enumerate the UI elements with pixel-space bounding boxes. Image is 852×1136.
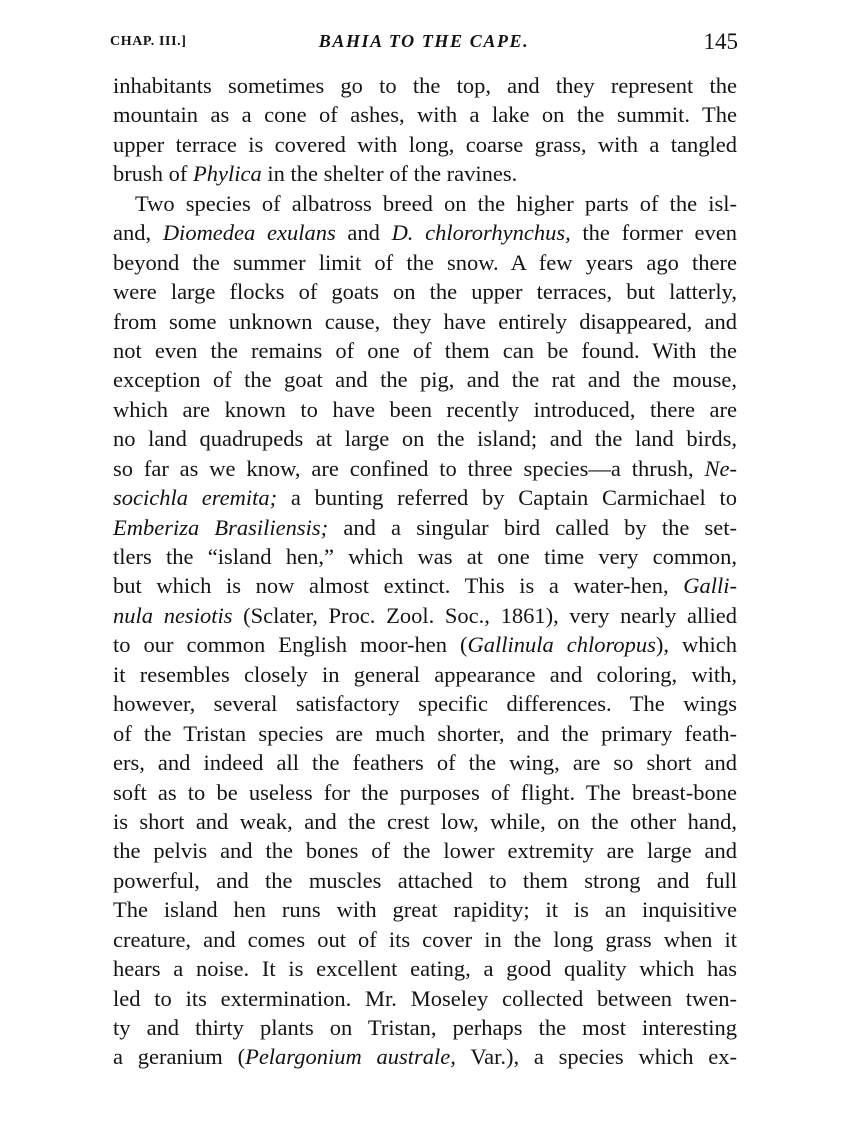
text-run: it resembles closely in general appearance and coloring, with,: [113, 661, 737, 687]
text-line: [113, 189, 737, 218]
text-run: is short and weak, and the crest low, while, on the other hand,: [113, 808, 737, 834]
italic-text: Phylica: [193, 161, 262, 187]
text-run: the pelvis and the bones of the lower extremity are large and: [113, 838, 737, 864]
text-run: ers, and indeed all the feathers of the wing, are so short and: [113, 750, 737, 776]
text-line: [113, 571, 737, 600]
text-run: ), which: [655, 632, 737, 658]
text-line: [113, 895, 737, 924]
text-run: were large flocks of goats on the upper terraces, but latterly,: [113, 279, 737, 305]
text-line: [113, 748, 737, 777]
text-line: [113, 336, 737, 365]
text-run: led to its extermination. Mr. Moseley collected between twen-: [113, 985, 737, 1011]
text-run: in the shelter of the ravines.: [261, 161, 518, 187]
italic-text: Gallinula chloropus: [467, 632, 656, 658]
text-line: [113, 719, 737, 748]
text-run: beyond the summer limit of the snow. A few years ago there: [113, 249, 737, 275]
text-run: powerful, and the muscles attached to them strong and full: [113, 867, 737, 893]
text-line: [113, 277, 737, 306]
text-line: [113, 1013, 737, 1042]
italic-text: socichla eremita;: [113, 485, 278, 511]
italic-text: nula nesiotis: [113, 602, 233, 628]
text-line: [113, 1042, 737, 1071]
text-line: [113, 778, 737, 807]
text-run: Var.), a species which ex-: [455, 1044, 737, 1070]
italic-text: D. chlororhynchus,: [391, 220, 571, 246]
text-line: [113, 689, 737, 718]
text-line: [113, 483, 737, 512]
italic-text: Galli-: [683, 573, 737, 599]
page-number: 145: [703, 29, 738, 54]
text-run: however, several satisfactory specific differences. The wings: [113, 691, 737, 717]
text-run: which are known to have been recently introduced, there are: [113, 396, 737, 422]
text-line: [113, 218, 737, 247]
text-line: [113, 365, 737, 394]
text-line: [113, 866, 737, 895]
text-line: [113, 601, 737, 630]
text-line: [113, 130, 737, 159]
italic-text: Diomedea exulans: [162, 220, 336, 246]
text-line: [113, 630, 737, 659]
text-line: [113, 307, 737, 336]
text-line: [113, 954, 737, 983]
body-text: [113, 71, 737, 1072]
text-line: [113, 836, 737, 865]
text-run: creature, and comes out of its cover in the long grass when it: [113, 926, 737, 952]
text-run: exception of the goat and the pig, and the rat and the mouse,: [113, 367, 737, 393]
text-run: the former even: [570, 220, 737, 246]
text-run: and a singular bird called by the set-: [328, 514, 737, 540]
text-run: to our common English moor-hen (: [113, 632, 468, 658]
text-line: [113, 159, 737, 188]
text-run: upper terrace is covered with long, coarse grass, with a tangled: [113, 131, 737, 157]
text-run: inhabitants sometimes go to the top, and they represent the: [113, 73, 737, 98]
text-line: [113, 454, 737, 483]
text-run: The island hen runs with great rapidity; it is an inquisitive: [113, 897, 737, 923]
text-run: mountain as a cone of ashes, with a lake on the summit. The: [113, 102, 737, 128]
text-run: no land quadrupeds at large on the island; and the land birds,: [113, 426, 737, 452]
text-run: brush of: [113, 161, 193, 187]
chapter-label: CHAP. III.]: [110, 34, 187, 49]
italic-text: Pelargonium australe,: [245, 1044, 456, 1070]
running-header: [110, 31, 738, 57]
text-run: but which is now almost extinct. This is a water-hen,: [113, 573, 684, 599]
text-line: [113, 395, 737, 424]
text-run: from some unknown cause, they have entirely disappeared, and: [113, 308, 737, 334]
italic-text: Emberiza Brasiliensis;: [113, 514, 329, 540]
text-line: [113, 424, 737, 453]
text-line: [113, 542, 737, 571]
text-line: [113, 100, 737, 129]
text-run: tlers the “island hen,” which was at one time very common,: [113, 544, 737, 569]
text-run: Two species of albatross breed on the higher parts of the isl-: [135, 190, 737, 216]
text-run: and,: [113, 220, 163, 246]
text-run: ty and thirty plants on Tristan, perhaps the most interesting: [113, 1015, 737, 1040]
text-run: a bunting referred by Captain Carmichael to: [277, 485, 737, 511]
text-line: [113, 984, 737, 1013]
text-run: (Sclater, Proc. Zool. Soc., 1861), very nearly allied: [232, 602, 737, 628]
text-run: not even the remains of one of them can be found. With the: [113, 337, 737, 363]
text-line: [113, 925, 737, 954]
text-line: [113, 660, 737, 689]
text-run: of the Tristan species are much shorter, and the primary feath-: [113, 720, 737, 746]
text-run: hears a noise. It is excellent eating, a good quality which has: [113, 956, 737, 982]
text-run: so far as we know, are confined to three species—a thrush,: [113, 455, 705, 481]
italic-text: Ne-: [704, 455, 737, 481]
text-run: soft as to be useless for the purposes of flight. The breast-bone: [113, 779, 737, 805]
running-title: BAHIA TO THE CAPE.: [318, 31, 530, 51]
text-line: [113, 513, 737, 542]
text-line: [113, 71, 737, 100]
text-run: a geranium (: [113, 1044, 246, 1070]
text-line: [113, 807, 737, 836]
text-line: [113, 248, 737, 277]
text-run: and: [335, 220, 392, 246]
